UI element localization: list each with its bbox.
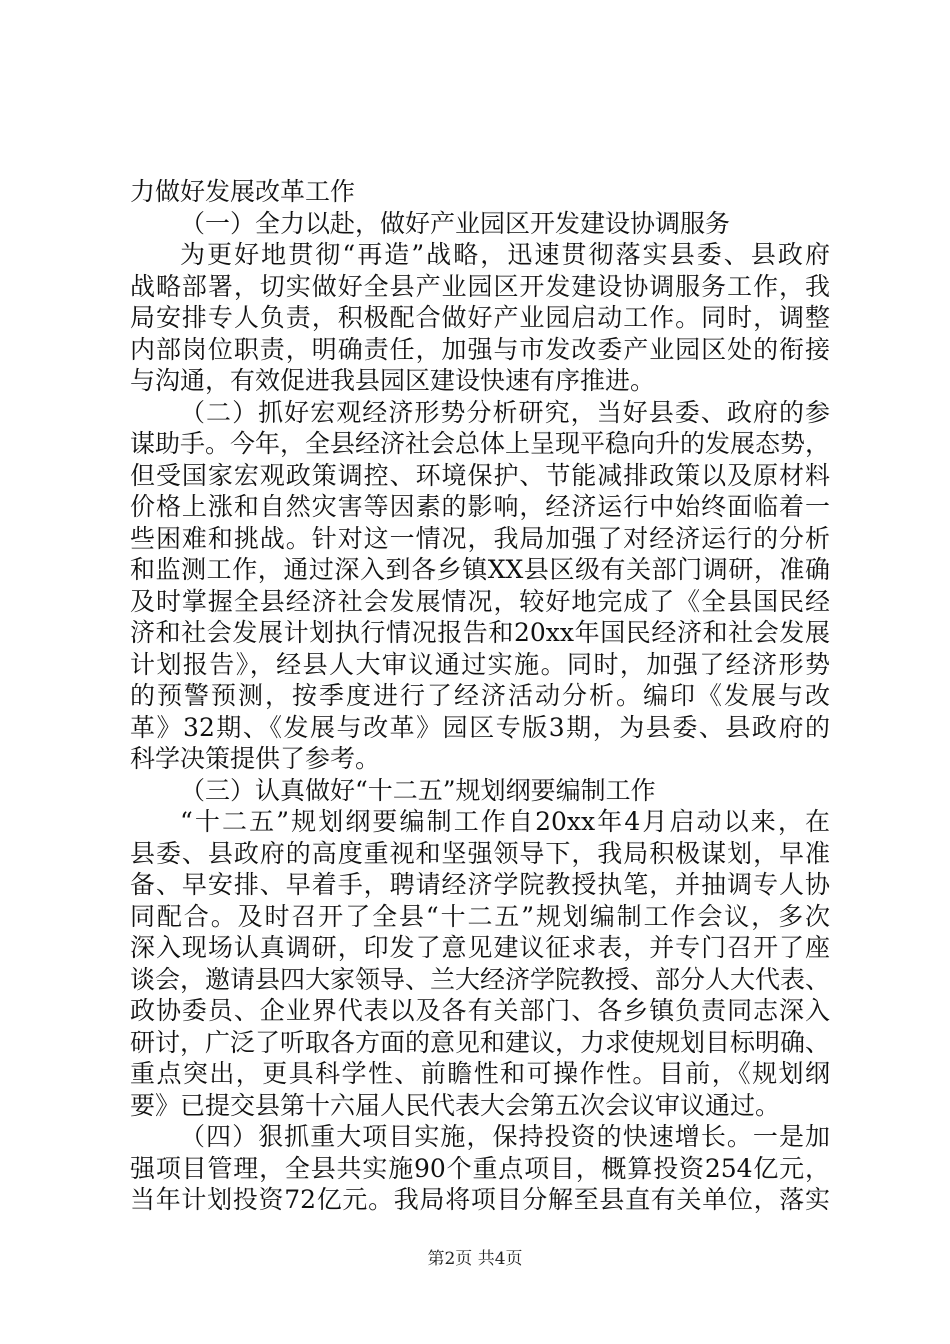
document-body xyxy=(130,176,830,1216)
text-line: 强项目管理，全县共实施90个重点项目，概算投资254亿元， xyxy=(130,1153,830,1183)
text-line: 同配合。及时召开了全县“十二五”规划编制工作会议，多次 xyxy=(130,901,830,931)
page-number-footer: 第2页 共4页 xyxy=(427,1249,523,1269)
text-line: 谋助手。今年，全县经济社会总体上呈现平稳向升的发展态势， xyxy=(130,429,830,458)
text-line: 的预警预测，按季度进行了经济活动分析。编印《发展与改 xyxy=(130,681,830,710)
text-line: 政协委员、企业界代表以及各有关部门、各乡镇负责同志深入 xyxy=(130,996,830,1025)
text-line: 及时掌握全县经济社会发展情况，较好地完成了《全县国民经 xyxy=(130,586,830,616)
text-line: 谈会，邀请县四大家领导、兰大经济学院教授、部分人大代表、 xyxy=(130,964,830,994)
text-line: 县委、县政府的高度重视和坚强领导下，我局积极谋划，早准 xyxy=(130,838,830,868)
text-line: “十二五”规划纲要编制工作自20xx年4月启动以来，在 xyxy=(180,807,830,836)
text-line: 备、早安排、早着手，聘请经济学院教授执笔，并抽调专人协 xyxy=(130,870,830,899)
text-line: 革》32期、《发展与改革》园区专版3期，为县委、县政府的 xyxy=(130,712,830,742)
text-line: 些困难和挑战。针对这一情况，我局加强了对经济运行的分析 xyxy=(130,523,830,553)
text-line: （四）狠抓重大项目实施，保持投资的快速增长。一是加 xyxy=(180,1122,830,1151)
text-line: 重点突出，更具科学性、前瞻性和可操作性。目前，《规划纲 xyxy=(130,1059,830,1088)
text-line: 内部岗位职责，明确责任，加强与市发改委产业园区处的衔接 xyxy=(130,334,830,364)
text-line: 计划报告》，经县人大审议通过实施。同时，加强了经济形势 xyxy=(130,649,830,679)
text-line: （三）认真做好“十二五”规划纲要编制工作 xyxy=(180,775,656,805)
text-line: 力做好发展改革工作 xyxy=(130,177,356,206)
text-line: 为更好地贯彻“再造”战略，迅速贯彻落实县委、县政府 xyxy=(180,240,830,269)
text-line: 济和社会发展计划执行情况报告和20xx年国民经济和社会发展 xyxy=(130,618,830,647)
text-line: 与沟通，有效促进我县园区建设快速有序推进。 xyxy=(130,366,656,395)
text-line: 局安排专人负责，积极配合做好产业园启动工作。同时，调整 xyxy=(130,303,830,332)
text-line: （一）全力以赴，做好产业园区开发建设协调服务 xyxy=(180,208,731,238)
text-line: 但受国家宏观政策调控、环境保护、节能减排政策以及原材料 xyxy=(130,460,830,490)
text-line: 战略部署，切实做好全县产业园区开发建设协调服务工作，我 xyxy=(130,271,830,301)
text-line: 深入现场认真调研，印发了意见建议征求表，并专门召开了座 xyxy=(130,933,830,962)
text-line: 当年计划投资72亿元。我局将项目分解至县直有关单位，落实 xyxy=(130,1185,830,1214)
text-line: （二）抓好宏观经济形势分析研究，当好县委、政府的参 xyxy=(180,397,830,427)
text-line: 价格上涨和自然灾害等因素的影响，经济运行中始终面临着一 xyxy=(130,492,830,521)
text-line: 和监测工作，通过深入到各乡镇XX县区级有关部门调研，准确 xyxy=(130,555,830,584)
text-line: 科学决策提供了参考。 xyxy=(130,744,381,773)
text-line: 研讨，广泛了听取各方面的意见和建议，力求使规划目标明确、 xyxy=(130,1027,830,1057)
text-line: 要》已提交县第十六届人民代表大会第五次会议审议通过。 xyxy=(130,1090,781,1120)
